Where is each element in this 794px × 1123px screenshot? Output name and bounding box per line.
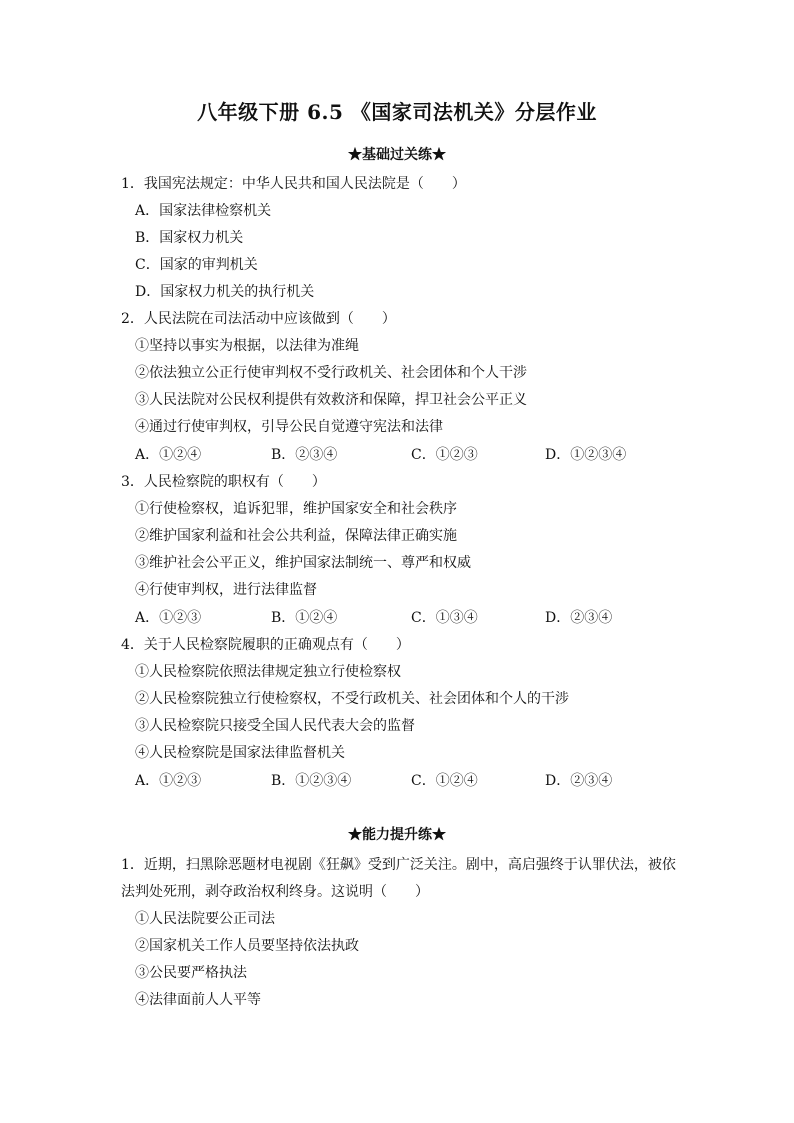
choice-d: D．①②③④ <box>545 447 627 463</box>
choice-a: A．①②④ <box>135 447 202 463</box>
statement-4: ④行使审判权，进行法律监督 <box>135 582 317 598</box>
section-heading-advanced: ★能力提升练★ <box>348 827 446 843</box>
choice-c: C．①②④ <box>411 773 478 789</box>
statement-1: ①人民检察院依照法律规定独立行使检察权 <box>135 664 401 680</box>
statement-3: ③人民检察院只接受全国人民代表大会的监督 <box>135 718 415 734</box>
question-stem: 4．关于人民检察院履职的正确观点有（ ） <box>121 637 410 653</box>
choice-d: D．②③④ <box>545 773 613 789</box>
option-a: A．国家法律检察机关 <box>135 203 272 219</box>
question-stem: 1．我国宪法规定：中华人民共和国人民法院是（ ） <box>121 176 466 192</box>
statement-4: ④人民检察院是国家法律监督机关 <box>135 745 345 761</box>
choice-c: C．①②③ <box>411 447 478 463</box>
statement-1: ①坚持以事实为根据，以法律为准绳 <box>135 338 359 354</box>
statement-2: ②维护国家利益和社会公共利益，保障法律正确实施 <box>135 528 457 544</box>
option-b: B．国家权力机关 <box>135 230 244 246</box>
question-stem: 3．人民检察院的职权有（ ） <box>121 474 326 490</box>
statement-2: ②依法独立公正行使审判权不受行政机关、社会团体和个人干涉 <box>135 365 527 381</box>
question-stem-continued: 法判处死刑，剥夺政治权利终身。这说明（ ） <box>121 884 429 900</box>
statement-4: ④法律面前人人平等 <box>135 992 261 1008</box>
question-stem: 1．近期，扫黑除恶题材电视剧《狂飙》受到广泛关注。剧中，高启强终于认罪伏法，被依 <box>121 857 676 873</box>
statement-4: ④通过行使审判权，引导公民自觉遵守宪法和法律 <box>135 419 443 435</box>
statement-3: ③公民要严格执法 <box>135 965 247 981</box>
page-title: 八年级下册 6.5 《国家司法机关》分层作业 <box>197 100 597 124</box>
choice-d: D．②③④ <box>545 610 613 626</box>
option-d: D．国家权力机关的执行机关 <box>135 284 315 300</box>
section-heading-basic: ★基础过关练★ <box>348 147 446 163</box>
statement-3: ③维护社会公平正义，维护国家法制统一、尊严和权威 <box>135 555 471 571</box>
choice-a: A．①②③ <box>135 773 202 789</box>
choice-a: A．①②③ <box>135 610 202 626</box>
statement-1: ①人民法院要公正司法 <box>135 911 275 927</box>
choice-b: B．②③④ <box>271 447 338 463</box>
statement-2: ②国家机关工作人员要坚持依法执政 <box>135 938 359 954</box>
statement-3: ③人民法院对公民权利提供有效救济和保障，捍卫社会公平正义 <box>135 392 527 408</box>
statement-1: ①行使检察权，追诉犯罪，维护国家安全和社会秩序 <box>135 501 457 517</box>
choice-b: B．①②④ <box>271 610 338 626</box>
option-c: C．国家的审判机关 <box>135 257 258 273</box>
choice-b: B．①②③④ <box>271 773 352 789</box>
statement-2: ②人民检察院独立行使检察权，不受行政机关、社会团体和个人的干涉 <box>135 691 569 707</box>
question-stem: 2．人民法院在司法活动中应该做到（ ） <box>121 311 396 327</box>
choice-c: C．①③④ <box>411 610 478 626</box>
